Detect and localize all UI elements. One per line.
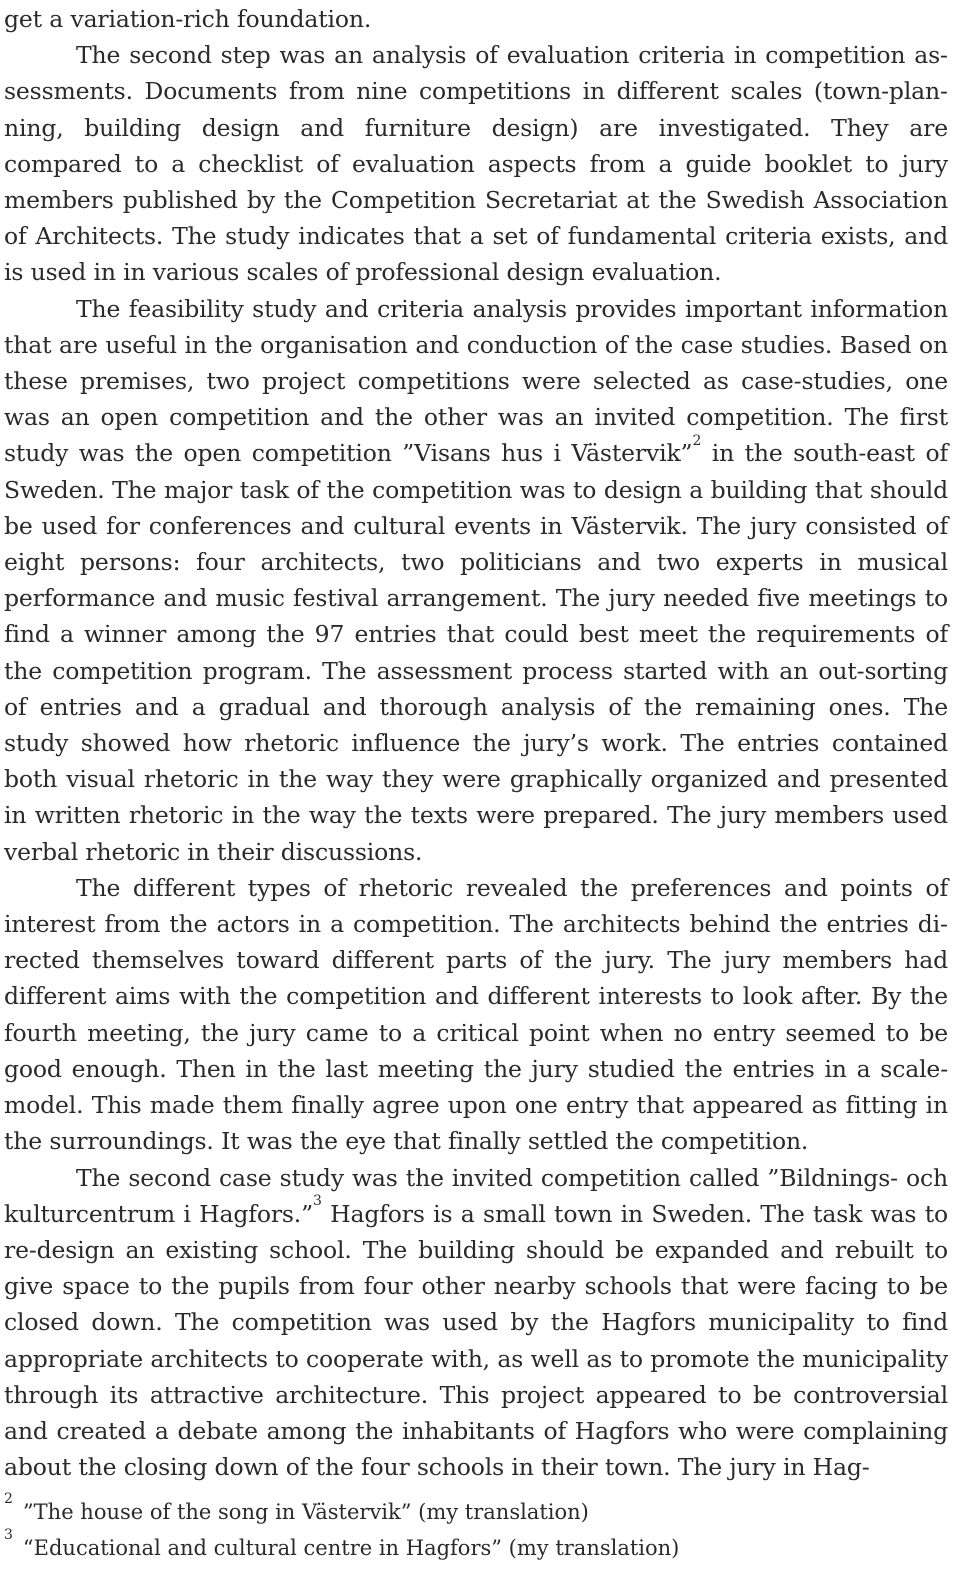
footnote-3-number: 3 bbox=[4, 1527, 13, 1543]
footnote-2 bbox=[4, 1491, 948, 1530]
paragraph-2 bbox=[4, 37, 948, 290]
paragraph-3-text-after: in the south-east of Sweden. The major task of the competition was to design a building that should be used for conferences and cultural events in Västervik. The jury consisted of eight persons: four architects, two politicians and two experts in musical performance and music festival arrangement. The jury needed five meetings to find a winner among the 97 entries that could best meet the requirements of the competition program. The assessment process started with an out-sorting of entries and a gradual and thorough analysis of the remaining ones. The study showed how rhetoric influence the jury’s work. The entries contained both visual rhetoric in the way they were graphically organized and presented in written rhetoric in the way the texts were prepared. The jury members used verbal rhetoric in their discussions. bbox=[4, 439, 948, 866]
paragraph-5-text-before: The second case study was the invited competition called ”Bildnings- och kulturcentrum i Hagfors.” bbox=[4, 1163, 948, 1228]
paragraph-1 bbox=[4, 1, 948, 37]
footnotes bbox=[4, 1491, 948, 1566]
body-text bbox=[4, 0, 948, 1485]
paragraph-5 bbox=[4, 1160, 948, 1486]
footnote-ref-2: 2 bbox=[692, 432, 702, 449]
paragraph-2-text: The second step was an analysis of evaluation criteria in competition assessments. Documents from nine competitions in different scales (town-planning, building design and furniture design) are investigated. They are compared to a checklist of evaluation aspects from a guide booklet to jury members published by the Competition Secretariat at the Swedish Association of Architects. The study indicates that a set of fundamental criteria exists, and is used in in various scales of professional design evaluation. bbox=[4, 41, 948, 287]
paragraph-1-text: get a variation-rich foundation. bbox=[4, 5, 372, 33]
footnote-2-text: ”The house of the song in Västervik” (my translation) bbox=[22, 1500, 589, 1524]
footnote-3-text: “Educational and cultural centre in Hagfors” (my translation) bbox=[22, 1536, 680, 1560]
footnote-3 bbox=[4, 1527, 948, 1566]
paragraph-3-text-before: The feasibility study and criteria analysis provides important information that are useful in the organisation and conduction of the case studies. Based on these premises, two project competitions were selected as case-studies, one was an open competition and the other was an invited competition. The first study was the open competition ”Visans hus i Västervik” bbox=[4, 294, 948, 468]
paragraph-4-text: The different types of rhetoric revealed the preferences and points of interest from the actors in a competition. The architects behind the entries directed themselves toward different parts of the jury. The jury members had different aims with the competition and different interests to look after. By the fourth meeting, the jury came to a critical point when no entry seemed to be good enough. Then in the last meeting the jury studied the entries in a scale-model. This made them finally agree upon one entry that appeared as fitting in the surroundings. It was the eye that finally settled the competition. bbox=[4, 873, 948, 1156]
paragraph-4 bbox=[4, 870, 948, 1160]
paragraph-3 bbox=[4, 291, 948, 870]
footnote-ref-3: 3 bbox=[313, 1192, 322, 1209]
paragraph-5-text-after: Hagfors is a small town in Sweden. The task was to re-design an existing school. The building should be expanded and rebuilt to give space to the pupils from four other nearby schools that were facing to be closed down. The competition was used by the Hagfors municipality to find appropriate architects to cooperate with, as well as to promote the municipality through its attractive architecture. This project appeared to be controversial and created a debate among the inhabitants of Hagfors who were complaining about the closing down of the four schools in their town. The jury in Hag- bbox=[4, 1199, 948, 1482]
footnote-2-number: 2 bbox=[4, 1491, 13, 1507]
